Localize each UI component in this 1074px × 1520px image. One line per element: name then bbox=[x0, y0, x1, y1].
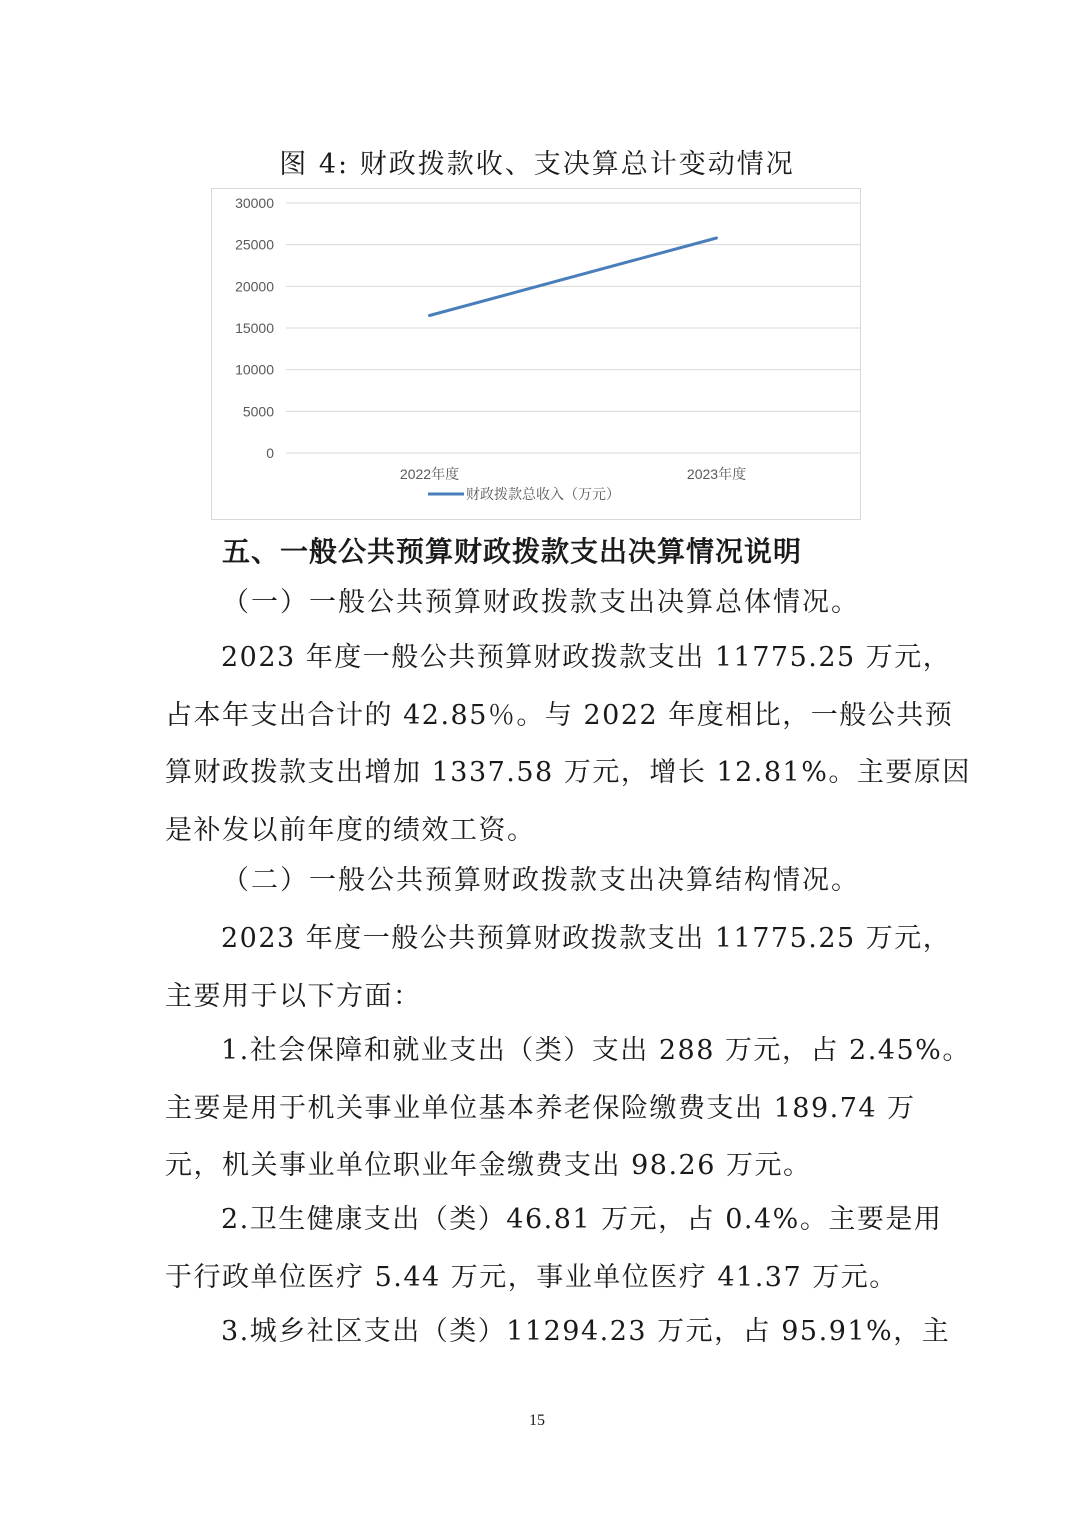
chart-svg bbox=[212, 189, 862, 521]
paragraph-line: 占本年支出合计的 42.85％。与 2022 年度相比，一般公共预 bbox=[165, 699, 954, 731]
y-tick-label: 5000 bbox=[242, 403, 274, 420]
line-chart bbox=[211, 188, 861, 520]
y-tick-label: 10000 bbox=[235, 361, 274, 378]
paragraph-line: 是补发以前年度的绩效工资。 bbox=[165, 814, 536, 846]
section-heading: 五、一般公共预算财政拨款支出决算情况说明 bbox=[222, 535, 803, 568]
paragraph-line: 主要用于以下方面： bbox=[165, 980, 422, 1012]
sub-heading-1: （一）一般公共预算财政拨款支出决算总体情况。 bbox=[222, 587, 860, 618]
paragraph-line: 2.卫生健康支出（类）46.81 万元，占 0.4%。主要是用 bbox=[221, 1204, 943, 1235]
series-line bbox=[430, 238, 717, 316]
paragraph-line: 元，机关事业单位职业年金缴费支出 98.26 万元。 bbox=[165, 1150, 812, 1181]
legend-label: 财政拨款总收入（万元） bbox=[466, 486, 620, 502]
paragraph-line: 于行政单位医疗 5.44 万元，事业单位医疗 41.37 万元。 bbox=[165, 1261, 898, 1293]
y-tick-label: 25000 bbox=[235, 236, 274, 253]
sub-heading-2: （二）一般公共预算财政拨款支出决算结构情况。 bbox=[222, 865, 860, 896]
paragraph-1 bbox=[165, 629, 971, 859]
x-tick-label: 2022年度 bbox=[399, 466, 460, 482]
paragraph-line: 主要是用于机关事业单位基本养老保险缴费支出 189.74 万 bbox=[165, 1092, 916, 1124]
y-tick-label: 0 bbox=[266, 445, 274, 461]
y-tick-label: 20000 bbox=[235, 278, 274, 295]
paragraph-2 bbox=[165, 910, 952, 1025]
y-tick-label: 30000 bbox=[235, 195, 274, 211]
paragraph-line: 2023 年度一般公共预算财政拨款支出 11775.25 万元， bbox=[221, 923, 952, 954]
paragraph-line: 2023 年度一般公共预算财政拨款支出 11775.25 万元， bbox=[221, 642, 952, 673]
paragraph-item-2 bbox=[165, 1191, 943, 1306]
paragraph-item-3 bbox=[165, 1303, 951, 1361]
x-tick-label: 2023年度 bbox=[686, 466, 747, 482]
y-tick-label: 15000 bbox=[235, 320, 274, 336]
paragraph-line: 算财政拨款支出增加 1337.58 万元，增长 12.81%。主要原因 bbox=[165, 757, 971, 788]
page-number: 15 bbox=[529, 1412, 545, 1429]
paragraph-line: 3.城乡社区支出（类）11294.23 万元，占 95.91%，主 bbox=[221, 1316, 951, 1347]
figure-caption: 图 4: 财政拨款收、支决算总计变动情况 bbox=[279, 149, 795, 180]
paragraph-line: 1.社会保障和就业支出（类）支出 288 万元，占 2.45%。 bbox=[221, 1035, 971, 1066]
paragraph-item-1 bbox=[165, 1022, 971, 1195]
